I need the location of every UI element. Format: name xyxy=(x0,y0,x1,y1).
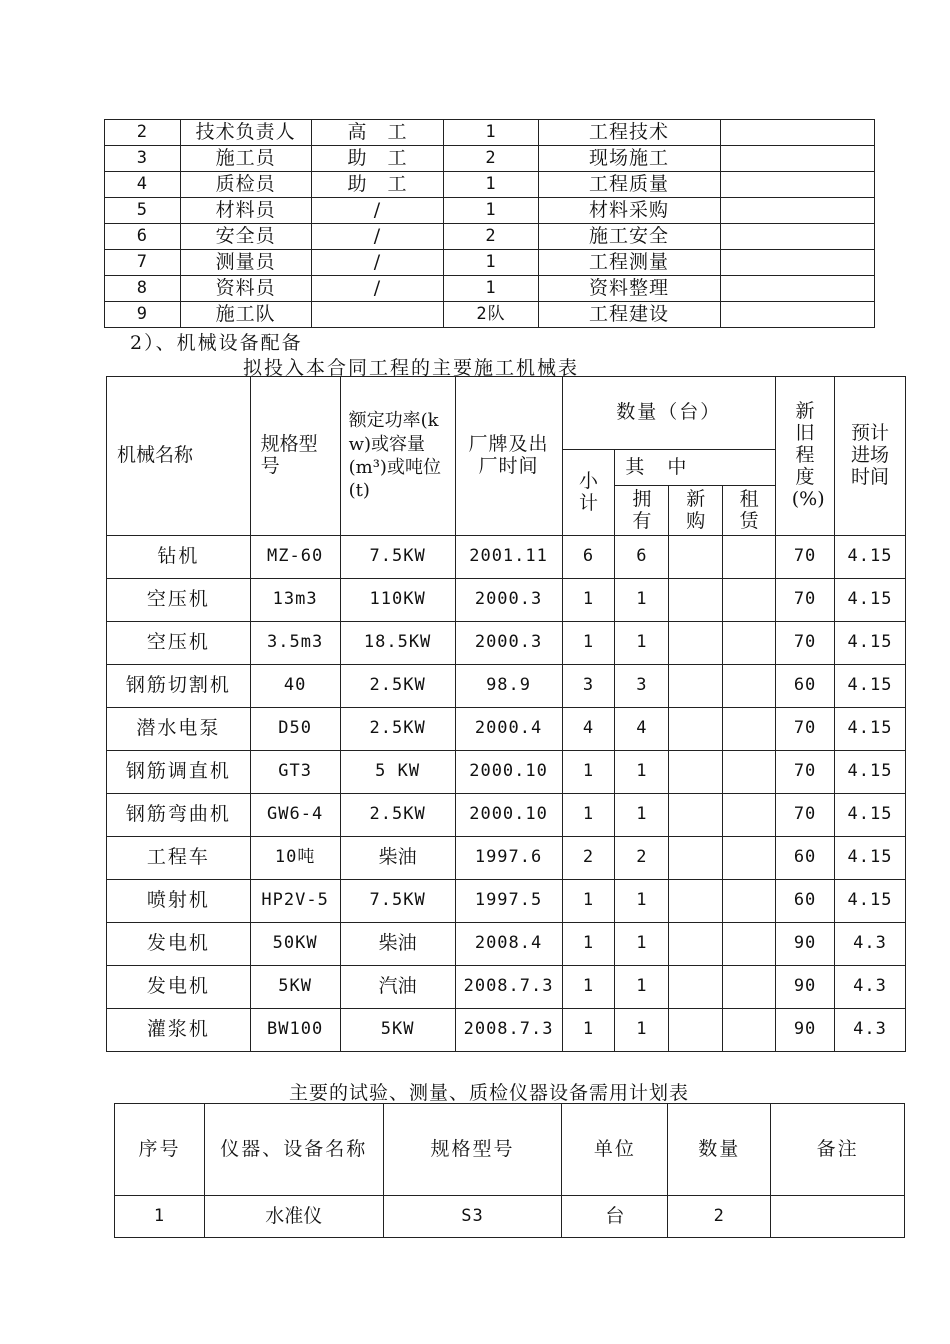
staff-row xyxy=(105,276,875,302)
machinery-cell: GT3 xyxy=(250,751,340,794)
staff-cell: 技术负责人 xyxy=(180,120,311,146)
machinery-cell: 13m3 xyxy=(250,579,340,622)
instrument-table-title: 主要的试验、测量、质检仪器设备需用计划表 xyxy=(289,1082,690,1104)
machinery-row xyxy=(107,579,906,622)
staff-cell xyxy=(720,172,874,198)
machinery-cell: 4.15 xyxy=(835,665,906,708)
machinery-cell xyxy=(723,536,776,579)
staff-cell: 资料员 xyxy=(180,276,311,302)
staff-cell: 7 xyxy=(105,250,181,276)
machinery-cell xyxy=(669,923,723,966)
machinery-cell: 70 xyxy=(776,622,835,665)
machinery-cell xyxy=(669,665,723,708)
instrument-cell: 1 xyxy=(115,1196,205,1238)
machinery-row xyxy=(107,751,906,794)
machinery-cell: 4.15 xyxy=(835,622,906,665)
machinery-cell: 喷射机 xyxy=(107,880,251,923)
machinery-cell: 2000.10 xyxy=(455,794,562,837)
machinery-cell xyxy=(723,1009,776,1052)
machinery-cell xyxy=(723,665,776,708)
machinery-cell: 7.5KW xyxy=(340,536,455,579)
staff-row xyxy=(105,302,875,328)
machinery-cell: 4.15 xyxy=(835,536,906,579)
staff-cell: 助 工 xyxy=(311,146,444,172)
machinery-cell: 90 xyxy=(776,966,835,1009)
header-arrival: 预计进场时间 xyxy=(835,377,906,536)
staff-table xyxy=(104,119,875,328)
machinery-cell: 7.5KW xyxy=(340,880,455,923)
machinery-row xyxy=(107,665,906,708)
header-new: 新购 xyxy=(669,486,723,536)
staff-cell xyxy=(720,146,874,172)
machinery-cell: 汽油 xyxy=(340,966,455,1009)
machinery-cell: 70 xyxy=(776,536,835,579)
machinery-cell: HP2V-5 xyxy=(250,880,340,923)
staff-cell: 5 xyxy=(105,198,181,224)
staff-cell: 资料整理 xyxy=(538,276,720,302)
machinery-cell: 1 xyxy=(562,923,615,966)
machinery-cell: 2.5KW xyxy=(340,665,455,708)
machinery-row xyxy=(107,880,906,923)
staff-cell: 现场施工 xyxy=(538,146,720,172)
machinery-cell: 6 xyxy=(615,536,669,579)
machinery-cell: 钢筋切割机 xyxy=(107,665,251,708)
machinery-cell: 90 xyxy=(776,923,835,966)
staff-cell: 2队 xyxy=(444,302,538,328)
machinery-cell: 1 xyxy=(562,579,615,622)
header-of-which: 其 中 xyxy=(615,450,776,486)
machinery-cell xyxy=(669,794,723,837)
staff-cell: 9 xyxy=(105,302,181,328)
machinery-row xyxy=(107,794,906,837)
machinery-cell: 1 xyxy=(562,880,615,923)
staff-cell: 工程建设 xyxy=(538,302,720,328)
machinery-cell xyxy=(669,751,723,794)
machinery-cell: 发电机 xyxy=(107,923,251,966)
machinery-cell: 2008.7.3 xyxy=(455,1009,562,1052)
instrument-header-cell: 单位 xyxy=(562,1104,668,1196)
staff-cell: 施工员 xyxy=(180,146,311,172)
machinery-cell xyxy=(723,966,776,1009)
machinery-cell: 1 xyxy=(615,794,669,837)
machinery-cell: 1 xyxy=(562,794,615,837)
staff-cell: 材料员 xyxy=(180,198,311,224)
machinery-row xyxy=(107,708,906,751)
header-owned: 拥有 xyxy=(615,486,669,536)
machinery-cell: 2000.3 xyxy=(455,622,562,665)
staff-cell: / xyxy=(311,198,444,224)
instrument-header-cell: 规格型号 xyxy=(383,1104,562,1196)
machinery-cell xyxy=(723,923,776,966)
staff-cell: 6 xyxy=(105,224,181,250)
staff-cell: 质检员 xyxy=(180,172,311,198)
staff-cell xyxy=(720,276,874,302)
instrument-header-cell: 序号 xyxy=(115,1104,205,1196)
machinery-cell: 70 xyxy=(776,579,835,622)
machinery-cell: 2008.4 xyxy=(455,923,562,966)
staff-cell xyxy=(720,120,874,146)
machinery-cell: 2000.10 xyxy=(455,751,562,794)
machinery-cell: 2.5KW xyxy=(340,708,455,751)
machinery-cell: MZ-60 xyxy=(250,536,340,579)
staff-cell: 1 xyxy=(444,198,538,224)
staff-cell xyxy=(720,198,874,224)
machinery-cell: 5 KW xyxy=(340,751,455,794)
staff-cell: 工程技术 xyxy=(538,120,720,146)
staff-cell: 施工队 xyxy=(180,302,311,328)
machinery-cell: 70 xyxy=(776,708,835,751)
staff-row xyxy=(105,198,875,224)
machinery-cell: 5KW xyxy=(340,1009,455,1052)
machinery-cell xyxy=(669,622,723,665)
machinery-cell: 空压机 xyxy=(107,579,251,622)
machinery-cell: 钢筋调直机 xyxy=(107,751,251,794)
machinery-cell xyxy=(669,708,723,751)
staff-cell: / xyxy=(311,224,444,250)
instrument-header-cell: 备注 xyxy=(771,1104,905,1196)
machinery-cell: 2001.11 xyxy=(455,536,562,579)
machinery-cell: 钻机 xyxy=(107,536,251,579)
machinery-cell xyxy=(723,794,776,837)
staff-cell xyxy=(720,224,874,250)
machinery-cell: 2008.7.3 xyxy=(455,966,562,1009)
machinery-cell: 110KW xyxy=(340,579,455,622)
instrument-cell: S3 xyxy=(383,1196,562,1238)
machinery-cell: 1 xyxy=(615,966,669,1009)
machinery-cell: 3.5m3 xyxy=(250,622,340,665)
header-rented: 租赁 xyxy=(723,486,776,536)
machinery-cell: 1 xyxy=(562,622,615,665)
machinery-cell: 2.5KW xyxy=(340,794,455,837)
staff-cell: 1 xyxy=(444,276,538,302)
staff-cell: 施工安全 xyxy=(538,224,720,250)
machinery-cell: 1 xyxy=(615,1009,669,1052)
machinery-cell: 40 xyxy=(250,665,340,708)
staff-cell: 1 xyxy=(444,250,538,276)
staff-cell xyxy=(720,302,874,328)
instrument-row xyxy=(115,1196,905,1238)
machinery-cell: 潜水电泵 xyxy=(107,708,251,751)
machinery-cell: 灌浆机 xyxy=(107,1009,251,1052)
machinery-row xyxy=(107,1009,906,1052)
header-subtotal: 小计 xyxy=(562,450,615,536)
machinery-cell: 4 xyxy=(615,708,669,751)
machinery-cell xyxy=(723,837,776,880)
machinery-cell xyxy=(669,966,723,1009)
header-factory: 厂牌及出厂时间 xyxy=(455,377,562,536)
machinery-cell: 空压机 xyxy=(107,622,251,665)
machinery-cell: 3 xyxy=(615,665,669,708)
machinery-table-title: 拟投入本合同工程的主要施工机械表 xyxy=(243,357,580,379)
machinery-cell: GW6-4 xyxy=(250,794,340,837)
machinery-cell: 1 xyxy=(615,579,669,622)
machinery-cell: D50 xyxy=(250,708,340,751)
staff-cell: 工程质量 xyxy=(538,172,720,198)
machinery-cell: 柴油 xyxy=(340,923,455,966)
machinery-cell xyxy=(723,708,776,751)
machinery-cell: 1 xyxy=(615,923,669,966)
machinery-row xyxy=(107,536,906,579)
staff-cell: 1 xyxy=(444,120,538,146)
machinery-cell: 4.3 xyxy=(835,966,906,1009)
machinery-cell: 50KW xyxy=(250,923,340,966)
machinery-cell: 60 xyxy=(776,837,835,880)
machinery-cell: 1 xyxy=(562,966,615,1009)
machinery-row xyxy=(107,622,906,665)
header-machine-name: 机械名称 xyxy=(107,377,251,536)
machinery-cell: 5KW xyxy=(250,966,340,1009)
staff-cell: 材料采购 xyxy=(538,198,720,224)
machinery-cell: 98.9 xyxy=(455,665,562,708)
machinery-cell xyxy=(723,880,776,923)
staff-cell: 安全员 xyxy=(180,224,311,250)
machinery-row xyxy=(107,837,906,880)
staff-row xyxy=(105,250,875,276)
staff-cell: 2 xyxy=(444,224,538,250)
machinery-cell: 4 xyxy=(562,708,615,751)
staff-cell: 测量员 xyxy=(180,250,311,276)
machinery-cell: 2000.3 xyxy=(455,579,562,622)
machinery-cell: 90 xyxy=(776,1009,835,1052)
machinery-cell: 3 xyxy=(562,665,615,708)
machinery-cell: 70 xyxy=(776,751,835,794)
machinery-cell: 1 xyxy=(562,751,615,794)
machinery-cell: 1 xyxy=(615,622,669,665)
machinery-table xyxy=(106,376,906,1052)
machinery-cell: 4.15 xyxy=(835,708,906,751)
machinery-cell: 4.15 xyxy=(835,751,906,794)
machinery-cell: 1997.5 xyxy=(455,880,562,923)
machinery-cell: 工程车 xyxy=(107,837,251,880)
staff-cell: 2 xyxy=(444,146,538,172)
staff-row xyxy=(105,224,875,250)
machinery-cell: 4.15 xyxy=(835,579,906,622)
machinery-row xyxy=(107,966,906,1009)
machinery-cell: 4.15 xyxy=(835,880,906,923)
machinery-cell: 发电机 xyxy=(107,966,251,1009)
machinery-cell: 2 xyxy=(615,837,669,880)
staff-cell: 工程测量 xyxy=(538,250,720,276)
machinery-cell xyxy=(723,622,776,665)
machinery-cell xyxy=(669,536,723,579)
machinery-cell: 2000.4 xyxy=(455,708,562,751)
machinery-cell: 18.5KW xyxy=(340,622,455,665)
machinery-cell xyxy=(669,837,723,880)
machinery-cell: 60 xyxy=(776,880,835,923)
machinery-row xyxy=(107,923,906,966)
machinery-cell xyxy=(669,579,723,622)
machinery-cell xyxy=(669,1009,723,1052)
machinery-cell: 1 xyxy=(562,1009,615,1052)
machinery-cell: 4.15 xyxy=(835,794,906,837)
staff-cell xyxy=(720,250,874,276)
instrument-cell: 水准仪 xyxy=(204,1196,383,1238)
staff-cell: 2 xyxy=(105,120,181,146)
machinery-cell xyxy=(723,751,776,794)
staff-cell: 3 xyxy=(105,146,181,172)
staff-cell: 助 工 xyxy=(311,172,444,198)
machinery-cell xyxy=(669,880,723,923)
staff-row xyxy=(105,172,875,198)
machinery-cell: 1 xyxy=(615,880,669,923)
machinery-cell: 6 xyxy=(562,536,615,579)
header-quantity: 数量（台） xyxy=(562,377,776,450)
section-heading: 2）、机械设备配备 xyxy=(130,332,303,354)
machinery-cell: 1 xyxy=(615,751,669,794)
machinery-cell: 10吨 xyxy=(250,837,340,880)
machinery-cell: 4.3 xyxy=(835,923,906,966)
header-model: 规格型号 xyxy=(250,377,340,536)
staff-row xyxy=(105,146,875,172)
machinery-cell: 2 xyxy=(562,837,615,880)
machinery-cell: 柴油 xyxy=(340,837,455,880)
instrument-cell xyxy=(771,1196,905,1238)
staff-cell: 8 xyxy=(105,276,181,302)
staff-cell: 4 xyxy=(105,172,181,198)
machinery-cell xyxy=(723,579,776,622)
staff-cell: / xyxy=(311,276,444,302)
machinery-cell: 钢筋弯曲机 xyxy=(107,794,251,837)
machinery-cell: 4.15 xyxy=(835,837,906,880)
header-rated-power: 额定功率(kw)或容量(m³)或吨位(t) xyxy=(340,377,455,536)
instrument-header-cell: 数量 xyxy=(668,1104,771,1196)
staff-row xyxy=(105,120,875,146)
instrument-header-cell: 仪器、设备名称 xyxy=(204,1104,383,1196)
instrument-cell: 台 xyxy=(562,1196,668,1238)
staff-cell xyxy=(311,302,444,328)
header-condition: 新旧程度(%) xyxy=(776,377,835,536)
machinery-cell: BW100 xyxy=(250,1009,340,1052)
instrument-cell: 2 xyxy=(668,1196,771,1238)
instrument-table xyxy=(114,1103,905,1238)
machinery-cell: 4.3 xyxy=(835,1009,906,1052)
staff-cell: / xyxy=(311,250,444,276)
machinery-cell: 60 xyxy=(776,665,835,708)
staff-cell: 1 xyxy=(444,172,538,198)
machinery-cell: 70 xyxy=(776,794,835,837)
staff-cell: 高 工 xyxy=(311,120,444,146)
machinery-cell: 1997.6 xyxy=(455,837,562,880)
